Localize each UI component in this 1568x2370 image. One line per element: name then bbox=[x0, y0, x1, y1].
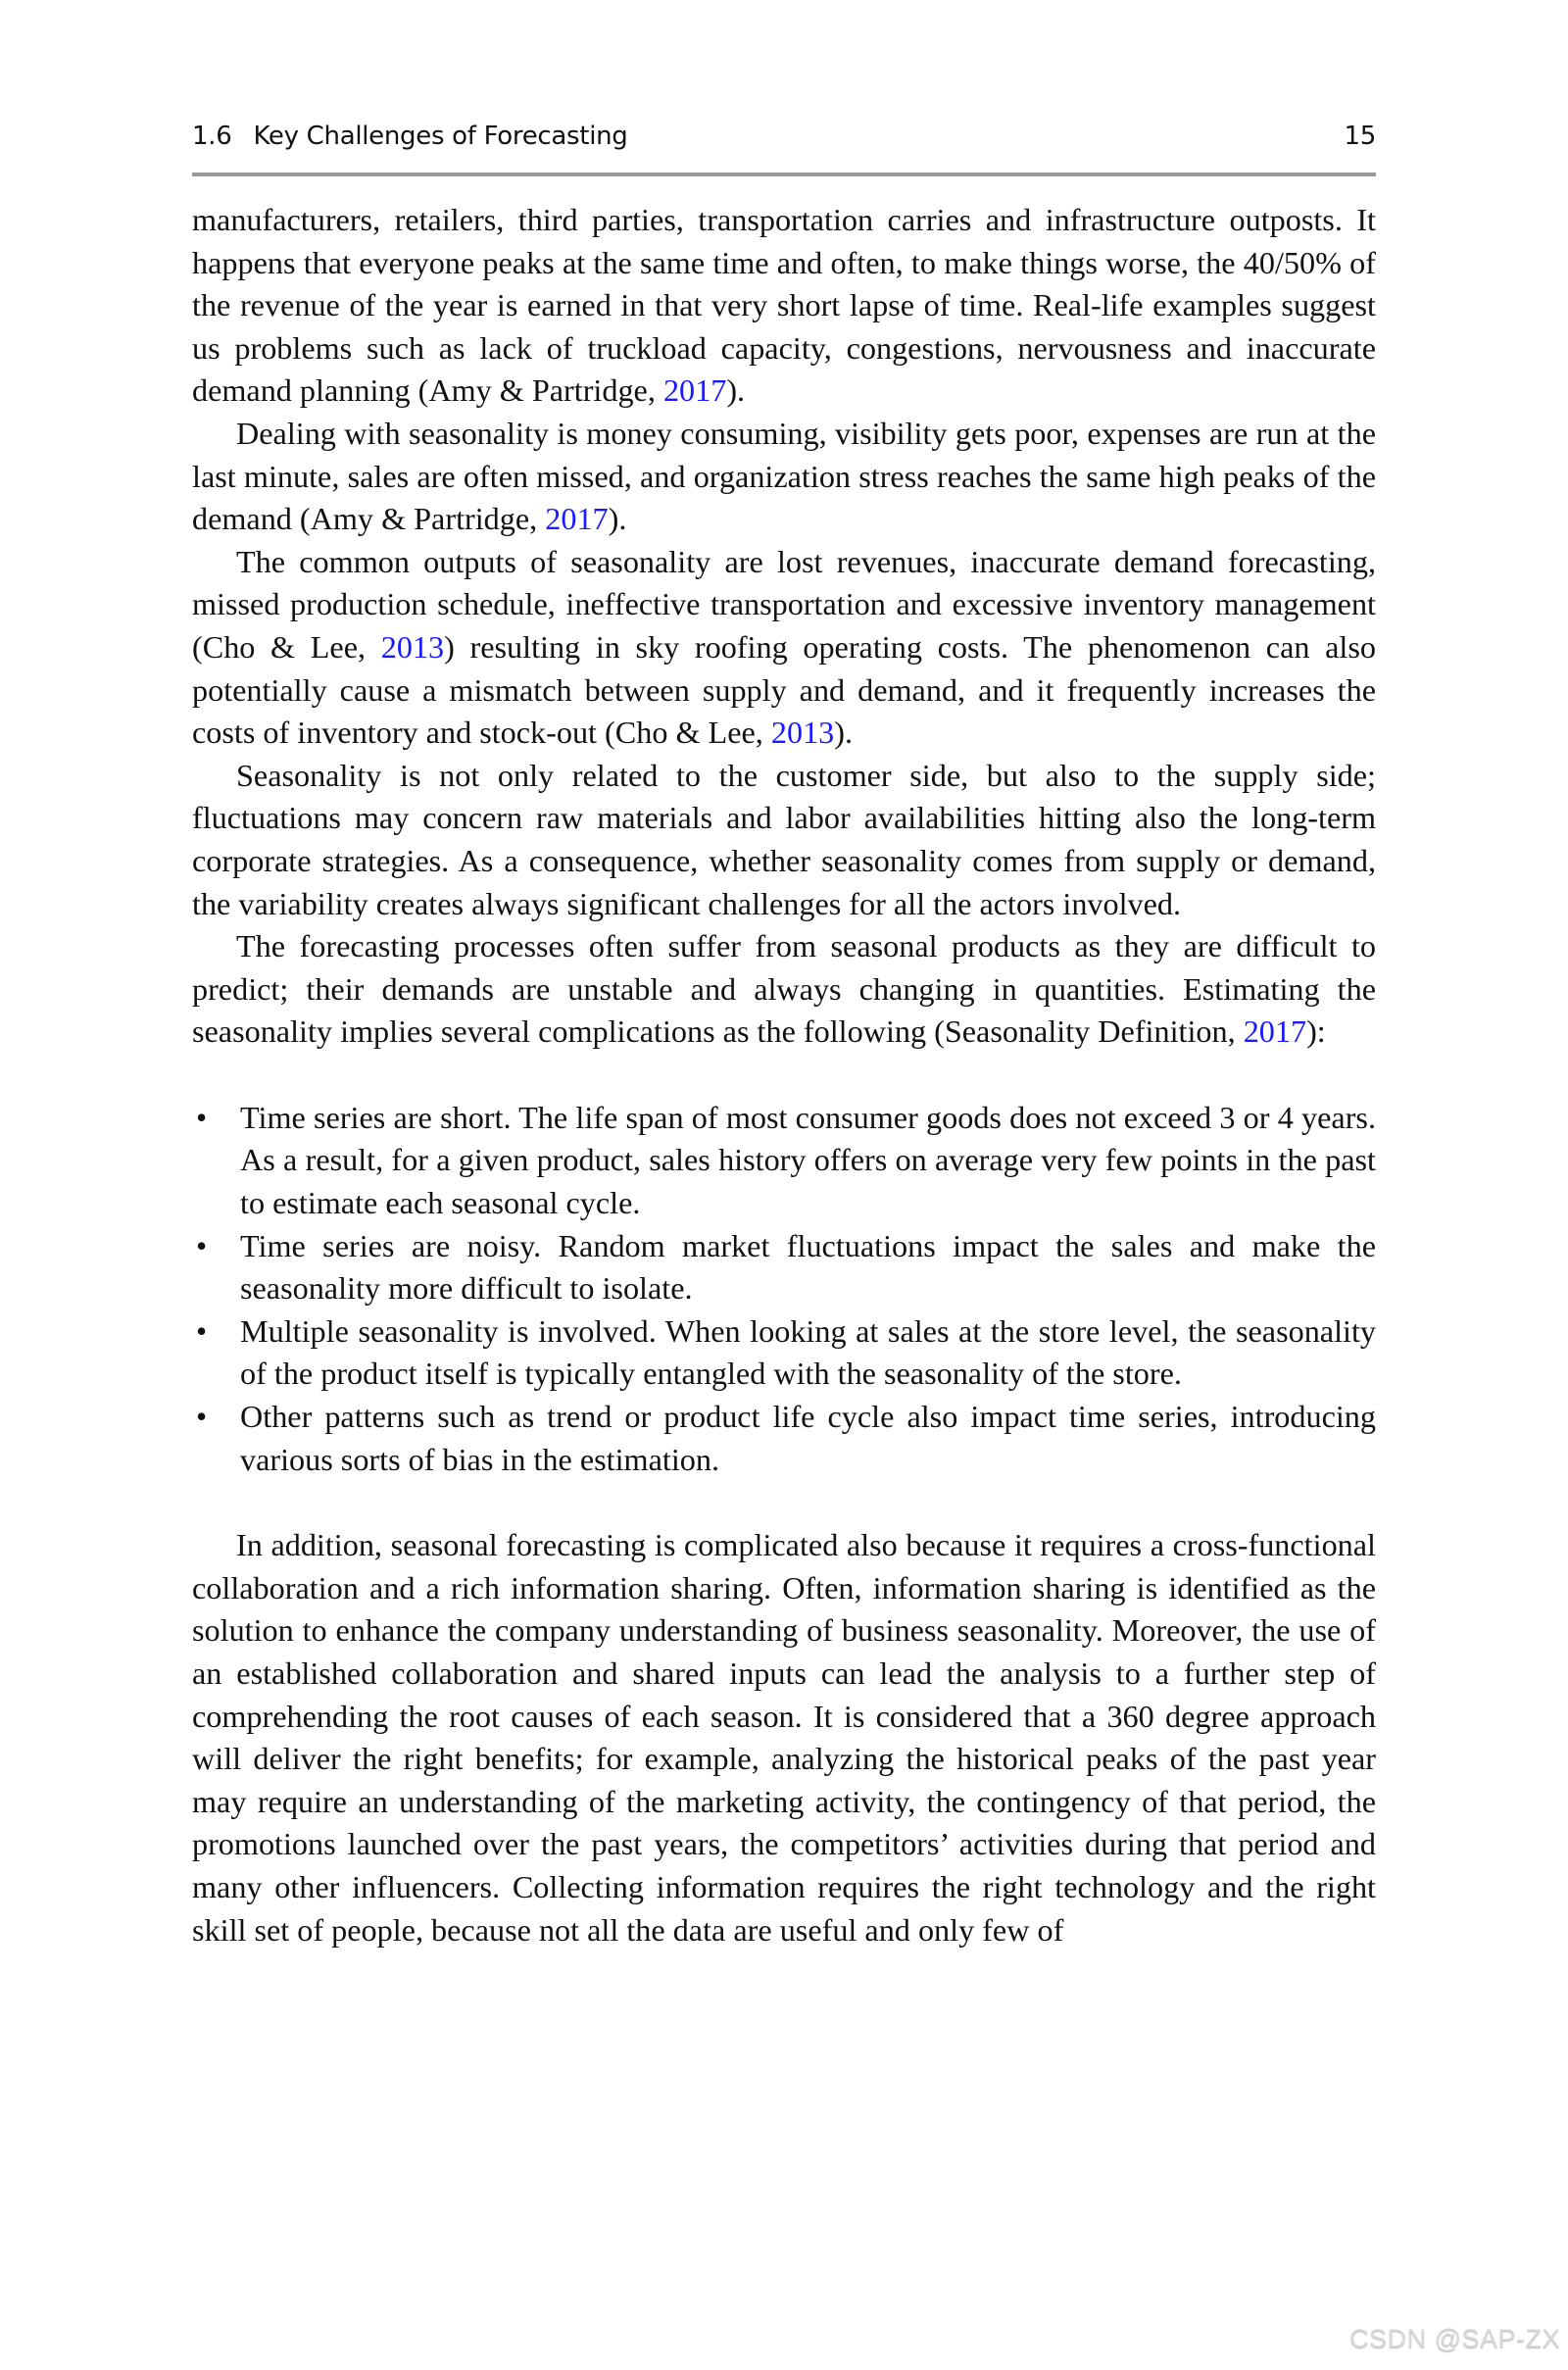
closing-paragraph: In addition, seasonal forecasting is complicated also because it requires a cross-functional collaboration and a rich information sharing. Often, information sharing is identified as the solution to enhance the company understanding of business seasonality. Moreover, the use of an established collaboration and shared inputs can lead the analysis to a further step of comprehending the root causes of each season. It is considered that a 360 degree approach will deliver the right benefits; for example, analyzing the historical peaks of the past year may require an understanding of the marketing activity, the contingency of that period, the promotions launched over the past years, the competitors’ activities during that period and many other influencers. Collecting information requires the right technology and the right skill set of people, because not all the data are useful and only few of bbox=[192, 1527, 1376, 1948]
paragraph-text: ). bbox=[608, 501, 627, 537]
section-heading bbox=[192, 122, 628, 151]
bullet-text: Multiple seasonality is involved. When looking at sales at the store level, the seasonality of the product itself is typically entangled with the seasonality of the store. bbox=[240, 1312, 1376, 1392]
bullet-icon: • bbox=[196, 1099, 208, 1135]
bullet-text: Time series are noisy. Random market fluctuations impact the sales and make the seasonality more difficult to isolate. bbox=[240, 1227, 1376, 1307]
paragraph-text: ) resulting in sky roofing operating costs. The phenomenon can also potentially cause a mismatch between supply and demand, and it frequently increases the costs of inventory and stock-out (Cho & Lee, bbox=[192, 628, 1376, 751]
page-number: 15 bbox=[1344, 122, 1376, 151]
bullet-item bbox=[192, 1310, 1376, 1396]
bullet-icon: • bbox=[196, 1227, 208, 1263]
paragraph-text: The forecasting processes often suffer from seasonal products as they are difficult to predict; their demands are unstable and always changing in quantities. Estimating the seasonality implies several complications as the following (Seasonality Definition, bbox=[192, 928, 1376, 1050]
bullet-icon: • bbox=[196, 1399, 208, 1435]
watermark: CSDN @SAP-ZX bbox=[1349, 2324, 1560, 2353]
running-header bbox=[192, 122, 1376, 163]
paragraph-text: The common outputs of seasonality are lost revenues, inaccurate demand forecasting, missed production schedule, ineffective transportation and excessive inventory management (Cho & Lee, bbox=[192, 543, 1376, 665]
bullet-text: Time series are short. The life span of most consumer goods does not exceed 3 or 4 years. As a result, for a given product, sales history offers on average very few points in the past to estimate each seasonal cycle. bbox=[240, 1099, 1376, 1221]
bullet-item bbox=[192, 1097, 1376, 1225]
paragraph-4: Seasonality is not only related to the customer side, but also to the supply side; fluctuations may concern raw materials and labor availabilities hitting also the long-term corporate strategies. As a consequence, whether seasonality comes from supply or demand, the variability creates always significant challenges for all the actors involved. bbox=[192, 757, 1376, 921]
section-number: 1.6 bbox=[192, 122, 232, 151]
paragraph-text: Dealing with seasonality is money consuming, visibility gets poor, expenses are run at the last minute, sales are often missed, and organization stress reaches the same high peaks of the demand (Amy & Partridge, bbox=[192, 415, 1376, 537]
citation-link-2013[interactable]: 2013 bbox=[770, 715, 835, 751]
citation-link-2017[interactable]: 2017 bbox=[1243, 1013, 1307, 1050]
paragraph-3 bbox=[192, 541, 1376, 755]
bullet-icon: • bbox=[196, 1312, 208, 1349]
citation-link-2017[interactable]: 2017 bbox=[545, 501, 609, 537]
bullet-text: Other patterns such as trend or product life cycle also impact time series, introducing various sorts of bias in the estimation. bbox=[240, 1399, 1376, 1477]
paragraph-text: ). bbox=[726, 372, 746, 409]
paragraph-1 bbox=[192, 199, 1376, 413]
section-title: Key Challenges of Forecasting bbox=[253, 122, 628, 151]
header-rule bbox=[192, 173, 1376, 176]
body-text bbox=[192, 199, 1376, 1951]
book-page bbox=[192, 122, 1376, 1951]
bullet-list bbox=[192, 1097, 1376, 1481]
citation-link-2017[interactable]: 2017 bbox=[662, 372, 727, 409]
bullet-item bbox=[192, 1396, 1376, 1481]
paragraph-text: ): bbox=[1306, 1013, 1326, 1050]
paragraph-text: ). bbox=[834, 715, 854, 751]
citation-link-2013[interactable]: 2013 bbox=[380, 628, 445, 665]
paragraph-text: manufacturers, retailers, third parties, transportation carries and infrastructure outposts. It happens that everyone peaks at the same time and often, to make things worse, the 40/50% of the revenue of the year is earned in that very short lapse of time. Real-life examples suggest us problems such as lack of truckload capacity, congestions, nervousness and inaccurate demand planning (Amy & Partridge, bbox=[192, 202, 1376, 409]
paragraph-2 bbox=[192, 413, 1376, 541]
paragraph-5 bbox=[192, 925, 1376, 1054]
bullet-item bbox=[192, 1225, 1376, 1310]
